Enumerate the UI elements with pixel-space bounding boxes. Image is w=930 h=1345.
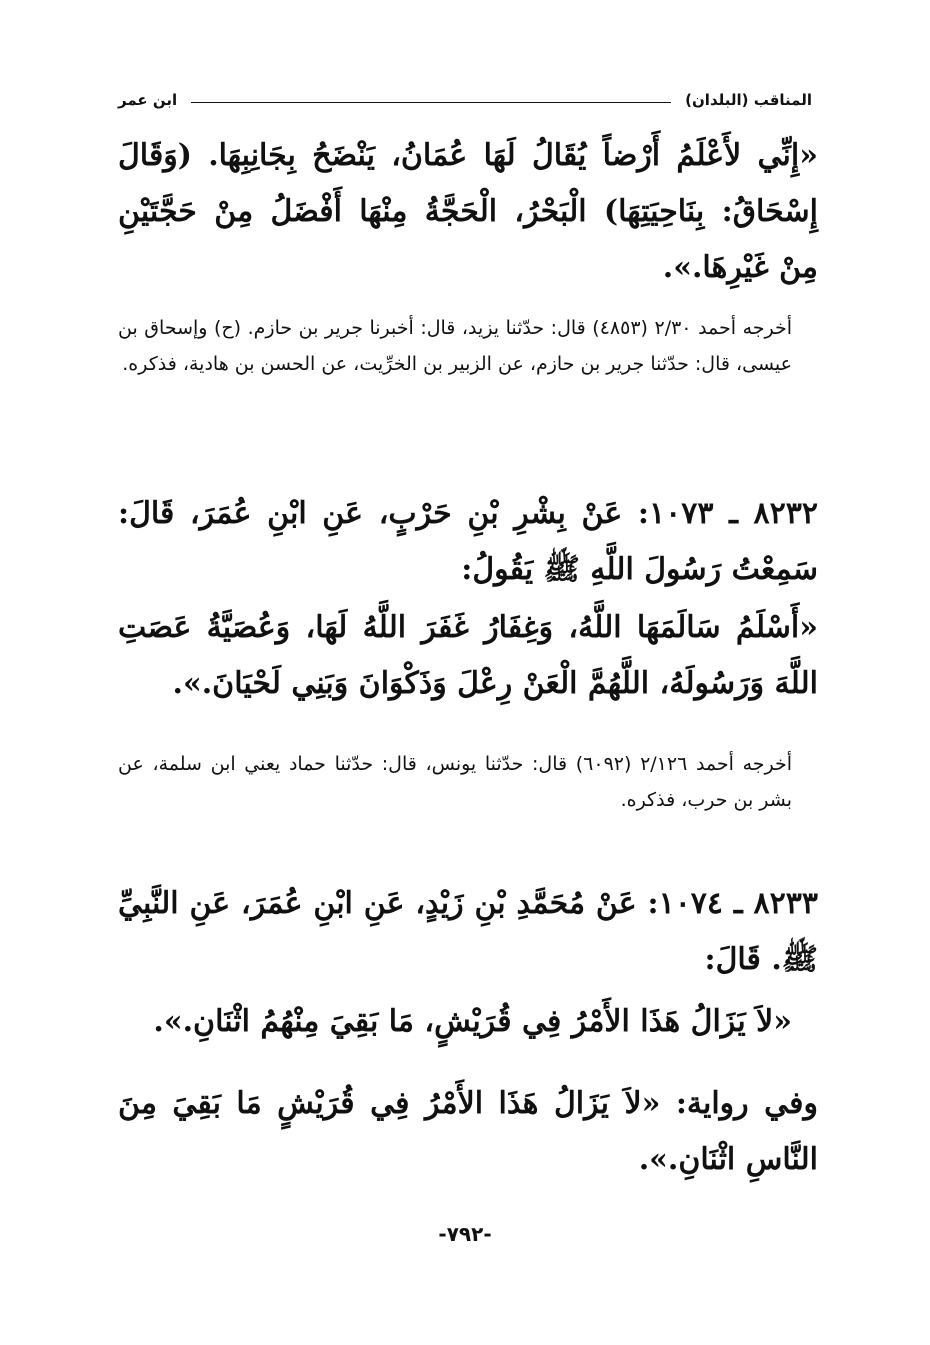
hadith-8233-intro: ٨٢٣٣ ـ ١٠٧٤: عَنْ مُحَمَّدِ بْنِ زَيْدٍ، عَنِ ابْنِ عُمَرَ، عَنِ النَّبِيِّ ﷺ. قَالَ:: [118, 886, 818, 977]
running-header: [118, 88, 812, 112]
hadith-8232-intro: ٨٢٣٢ ـ ١٠٧٣: عَنْ بِشْرِ بْنِ حَرْبٍ، عَنِ ابْنِ عُمَرَ، قَالَ: سَمِعْتُ رَسُولَ اللَّهِ ﷺ يَقُولُ:: [118, 496, 818, 587]
hadith-8232-takhrij: أخرجه أحمد ٢/١٢٦ (٦٠٩٢) قال: حدّثنا يونس، قال: حدّثنا حماد يعني ابن سلمة، عن بشر بن حرب، فذكره.: [118, 753, 793, 811]
page-number: -٧٩٢-: [438, 1222, 492, 1246]
hadith-8233-variant: وفي رواية: «لاَ يَزَالُ هَذَا الأَمْرُ فِي قُرَيْشٍ مَا بَقِيَ مِنَ النَّاسِ اثْنَانِ.».: [118, 1086, 818, 1177]
hadith-8232-text: «أَسْلَمُ سَالَمَهَا اللَّهُ، وَغِفَارُ غَفَرَ اللَّهُ لَهَا، وَعُصَيَّةُ عَصَتِ اللَّهَ وَرَسُولَهُ، اللَّهُمَّ الْعَنْ رِعْلَ وَذَكْوَانَ وَبَنِي لَحْيَانَ.».: [118, 610, 818, 701]
companion-name: ابن عمر: [118, 91, 178, 109]
header-rule: [191, 102, 671, 103]
hadith-8231-text: «إِنِّي لأَعْلَمُ أَرْضاً يُقَالُ لَهَا عُمَانُ، يَنْضَحُ بِجَانِبِهَا. (وَقَالَ إِسْحَاقُ: بِنَاحِيَتِهَا) الْبَحْرُ، الْحَجَّةُ مِنْهَا أَفْضَلُ مِنْ حَجَّتَيْنِ مِنْ غَيْرِهَا.».: [118, 138, 818, 285]
chapter-title: المناقب (البلدان): [685, 91, 812, 109]
hadith-8233-text: «لاَ يَزَالُ هَذَا الأَمْرُ فِي قُرَيْشٍ، مَا بَقِيَ مِنْهُمُ اثْنَانِ.».: [153, 1004, 792, 1039]
hadith-8231-takhrij: أخرجه أحمد ٢/٣٠ (٤٨٥٣) قال: حدّثنا يزيد، قال: أخبرنا جرير بن حازم. (ح) وإسحاق بن عيسى، قال: حدّثنا جرير بن حازم، عن الزبير بن الخرِّيت، عن الحسن بن هادية، فذكره.: [118, 317, 793, 375]
